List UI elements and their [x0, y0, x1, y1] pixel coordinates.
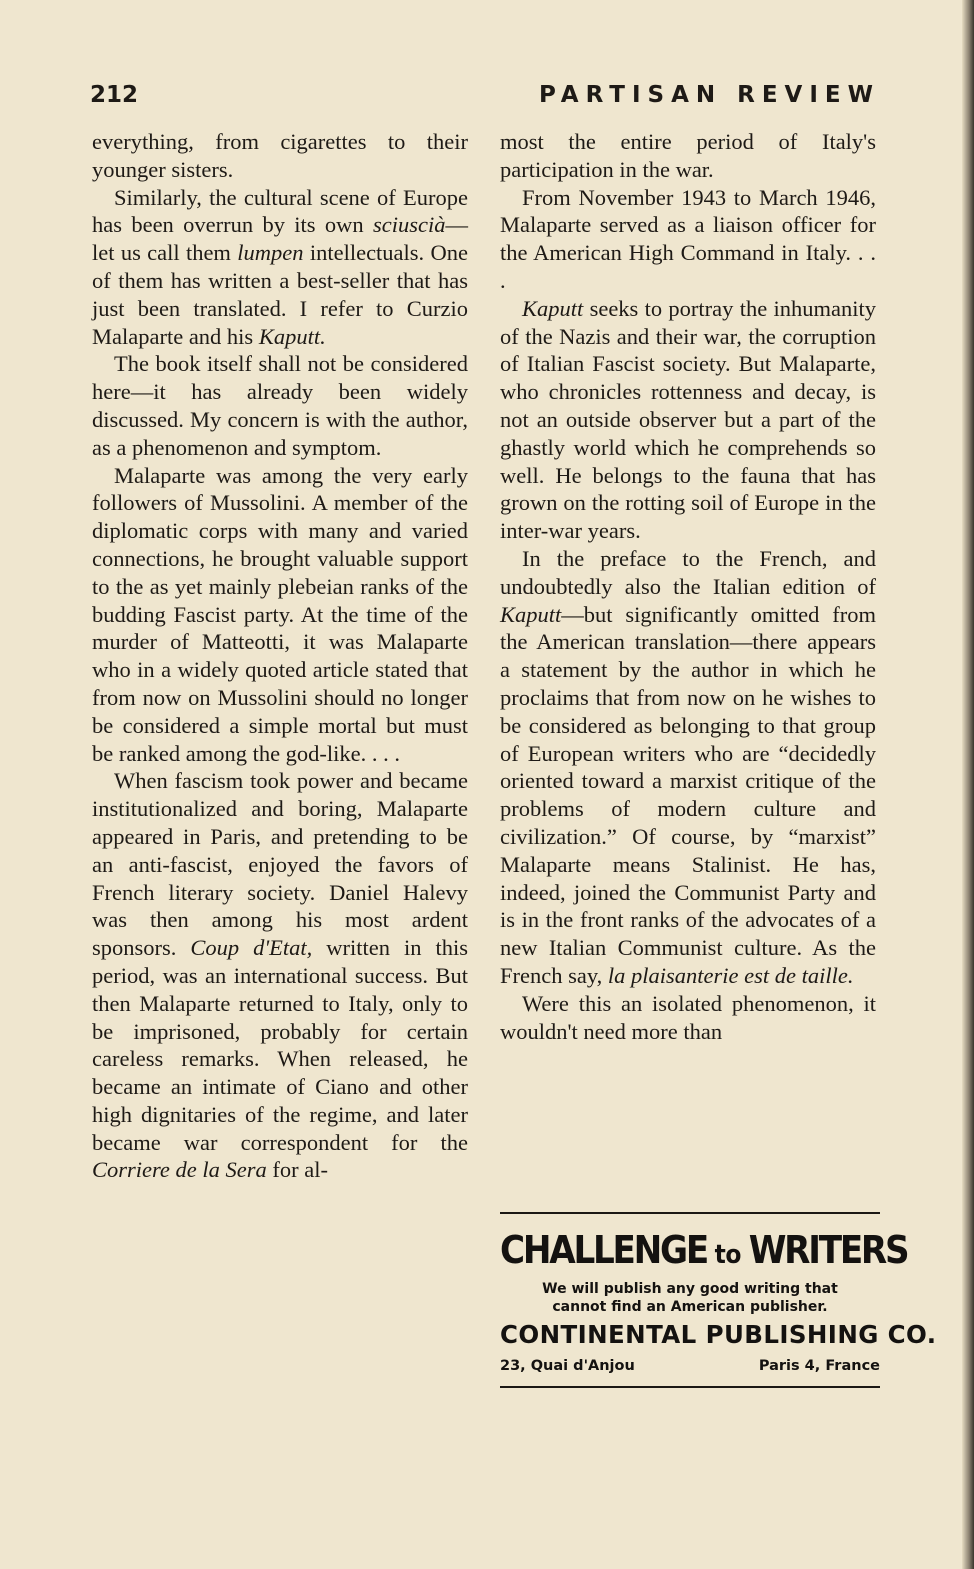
right-paragraph-2: From November 1943 to March 1946, Malaparte served as a liaison officer for the American High Command in Italy. . . . — [500, 184, 876, 293]
text-run: —let us call them — [92, 212, 468, 266]
italic-title-corriere: Corriere de la Sera — [92, 1157, 267, 1183]
italic-term-sciuscia: sciuscià — [373, 212, 446, 238]
ad-headline-word: CHALLENGE — [500, 1228, 707, 1272]
ad-city: Paris 4, France — [758, 1358, 880, 1374]
right-paragraph-4 — [500, 545, 876, 990]
italic-french-phrase: la plaisanterie est de taille. — [607, 962, 854, 988]
ad-bottom-rule — [500, 1386, 880, 1388]
text-run: intellectuals. One of them has written a best-seller that has just been translated. I refer to Curzio Malaparte and his — [92, 240, 468, 349]
ad-tagline-line: cannot find an American publisher. — [552, 1299, 828, 1315]
page-header — [90, 82, 880, 116]
advertisement-box — [500, 1212, 937, 1388]
page-edge-shadow — [962, 0, 974, 1569]
italic-title-coup-detat: Coup d'Etat, — [190, 935, 313, 961]
italic-term-lumpen: lumpen — [237, 240, 304, 266]
left-paragraph-1: everything, from cigarettes to their younger sisters. — [92, 129, 468, 182]
right-paragraph-1: most the entire period of Italy's participation in the war. — [500, 129, 876, 182]
ad-headline-word: WRITERS — [748, 1228, 908, 1272]
italic-title-kaputt: Kaputt — [522, 295, 584, 321]
italic-title-kaputt: Kaputt. — [258, 323, 326, 349]
text-run: written in this period, was an international success. But then Malaparte returned to Italy, only to be imprisoned, probably for certain careless remarks. When released, he became an intimate of Ciano and other high dignitaries of the regime, and later became war correspondent for the — [92, 935, 468, 1155]
ad-top-rule — [500, 1212, 880, 1214]
ad-tagline-line: We will publish any good writing that — [542, 1281, 838, 1297]
right-column — [500, 128, 876, 1045]
text-run: for al- — [266, 1157, 328, 1183]
ad-address: 23, Quai d'Anjou — [500, 1358, 635, 1374]
left-paragraph-2 — [92, 184, 468, 351]
text-run: Similarly, the cultural scene of Europe has been overrun by its own — [92, 184, 468, 238]
text-run: —but significantly omitted from the American translation—there appears a statement by the author in which he proclaims that from now on he wishes to be considered as belonging to that group of European writers who are “decidedly oriented toward a marxist critique of the problems of modern culture and civilization.” Of course, by “marxist” Malaparte means Stalinist. He has, indeed, joined the Communist Party and is in the front ranks of the advocates of a new Italian Communist culture. As the French say, — [500, 601, 876, 988]
text-run: seeks to portray the inhumanity of the Nazis and their war, the corruption of Italian Fascist society. But Malaparte, who chronicles rottenness and decay, is not an outside observer but a part of the ghastly world which he comprehends so well. He belongs to the fauna that has grown on the rotting soil of Europe in the inter-war years. — [500, 295, 876, 544]
ad-headline — [500, 1228, 908, 1272]
ad-headline-word: to — [706, 1240, 749, 1270]
text-run: In the preface to the French, and undoubtedly also the Italian edition of — [500, 545, 876, 599]
text-run: When fascism took power and became institutionalized and boring, Malaparte appeared in Paris, and pretending to be an anti-fascist, enjoyed the favors of French literary society. Daniel Halevy was then among his most ardent sponsors. — [92, 768, 468, 961]
italic-title-kaputt: Kaputt — [500, 601, 562, 627]
ad-publisher-name: CONTINENTAL PUBLISHING CO. — [500, 1320, 937, 1349]
page-number: 212 — [90, 82, 139, 108]
right-paragraph-5: Were this an isolated phenomenon, it wouldn't need more than — [500, 990, 876, 1044]
left-column — [92, 128, 468, 1184]
left-paragraph-5 — [92, 767, 468, 1184]
running-title: PARTISAN REVIEW — [539, 82, 880, 108]
ad-tagline — [500, 1280, 880, 1316]
left-paragraph-3: The book itself shall not be considered here—it has already been widely discussed. My concern is with the author, as a phenomenon and symptom. — [92, 351, 468, 460]
right-paragraph-3 — [500, 295, 876, 545]
left-paragraph-4: Malaparte was among the very early followers of Mussolini. A member of the diplomatic corps with many and varied connections, he brought valuable support to the as yet mainly plebeian ranks of the budding Fascist party. At the time of the murder of Matteotti, it was Malaparte who in a widely quoted article stated that from now on Mussolini should no longer be considered a simple mortal but must be ranked among the god-like. . . . — [92, 462, 468, 766]
